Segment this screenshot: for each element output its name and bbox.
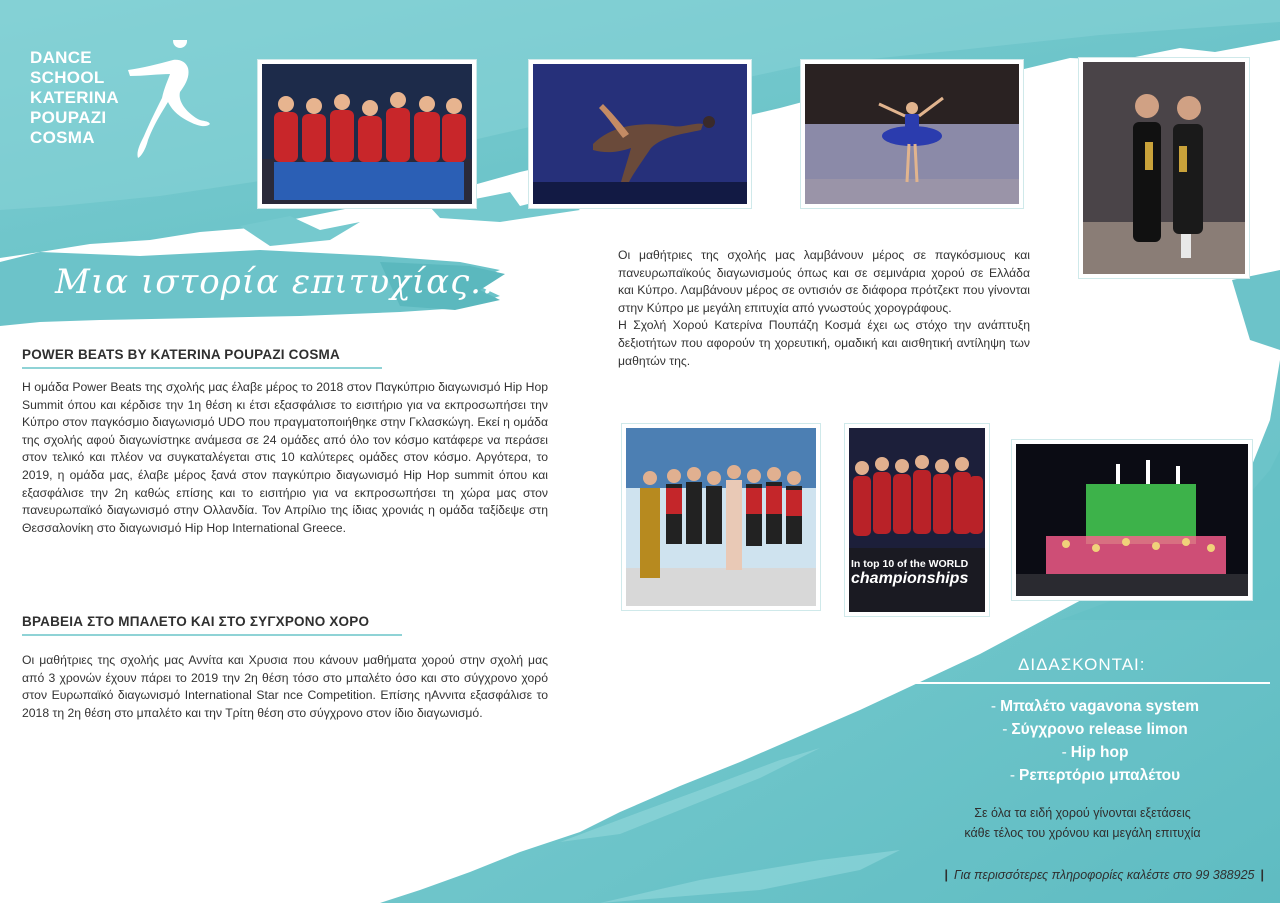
script-title: Μια ιστορία επιτυχίας... bbox=[55, 262, 506, 302]
exam-line: κάθε τέλος του χρόνου και μεγάλη επιτυχία bbox=[964, 826, 1201, 840]
photo-dancer-floor bbox=[529, 60, 751, 208]
dash: - bbox=[990, 698, 997, 715]
contact-line bbox=[880, 868, 1270, 882]
photo-ballerina bbox=[801, 60, 1023, 208]
photo-team-medals bbox=[258, 60, 476, 208]
photo-world-championships bbox=[845, 424, 989, 616]
section-heading-awards: ΒΡΑΒΕΙΑ ΣΤΟ ΜΠΑΛΕΤΟ ΚΑΙ ΣΤΟ ΣΥΓΧΡΟΝΟ ΧΟΡΟ bbox=[22, 614, 370, 629]
paragraph: Οι μαθήτριες της σχολής μας λαμβάνουν μέρος σε παγκόσμιους και πανευρωπαϊκούς διαγωνισμούς όπως και σε σεμινάρια χορού σε Ελλάδα και Κύπρο. Λαμβάνουν μέρος σε οντισιόν σε διάφορα πρότζεκτ που γίνονται στην Κύπρο με μεγάλη επιτυχία από γνωστούς χορογράφους. bbox=[618, 248, 1030, 315]
caption-line: In top 10 of the WORLD bbox=[851, 558, 969, 570]
logo-line: DANCE bbox=[30, 48, 92, 67]
dash: - bbox=[1002, 721, 1008, 738]
photo-stage-show bbox=[1012, 440, 1252, 600]
list-item bbox=[960, 741, 1230, 764]
teaching-list bbox=[960, 695, 1230, 787]
list-item bbox=[960, 695, 1230, 718]
logo-line: SCHOOL bbox=[30, 68, 105, 87]
list-item-label: Μπαλέτο vagavona system bbox=[1000, 698, 1200, 715]
photo-trophy-duo bbox=[1079, 58, 1249, 278]
logo-line: KATERINA bbox=[30, 88, 119, 107]
list-item-label: Ρεπερτόριο μπαλέτου bbox=[1019, 767, 1181, 784]
heading-underline bbox=[22, 634, 402, 636]
photo-tv-studio bbox=[622, 424, 820, 610]
paragraph: Οι μαθήτριες της σχολής μας Αννίτα και Χρυσια που κάνουν μαθήματα χορού στην σχολή μας από 3 χρονών έχουν πάρει το 2019 την 2η θέση τόσο στο μπαλέτο όσο και στο σύγχρονο χορό στον Ευρωπαϊκό διαγωνισμό International Star nce Competition. Επίσης ηΑννιτα εξασφάλισε το 2018 τη 2η θέση στο μπαλέτο και την Τρίτη θέση στο σύγχρονο στον ίδιο διαγωνισμό. bbox=[22, 653, 548, 720]
section-text-awards bbox=[22, 652, 548, 722]
right-text-block bbox=[618, 247, 1030, 370]
section-text-power-beats bbox=[22, 379, 548, 537]
list-item bbox=[960, 718, 1230, 741]
logo-line: COSMA bbox=[30, 128, 95, 147]
teaching-underline bbox=[870, 682, 1270, 684]
dash: - bbox=[1009, 767, 1015, 784]
exam-line: Σε όλα τα ειδή χορού γίνονται εξετάσεις bbox=[974, 806, 1191, 820]
list-item-label: Σύγχρονο release limon bbox=[1011, 721, 1188, 738]
separator: | bbox=[944, 868, 949, 882]
paragraph: Η ομάδα Power Beats της σχολής μας έλαβε μέρος το 2018 στον Παγκύπριο διαγωνισμό Hip Hop Summit όπου και κέρδισε την 1η θέση κι έτσι εξασφάλισε το εισιτήριο για να εκπροσωπήσει την Κύπρο στον παγκόσμιο διαγωνισμό UDO που πραγματοποιήθηκε στην Γκλασκώγη. Εκεί η ομάδα της σχολής αφού διαγωνίστηκε ανάμεσα σε 24 ομάδες από όλο τον κόσμο κατάφερε να περάσει στον τελικό και πλέον να συγκαταλέγεται στις 10 καλύτερες ομάδες στον κόσμο. Αργότερα, το 2019, η ομάδα μας, έλαβε μέρος ξανά στον παγκύπριο διαγωνισμό Hip Hop summit όπου και εξασφάλισε την 2η καθώς επίσης και το εισιτήριο για να εκπροσωπήσει τη χώρα μας στον πανευρωπαϊκό διαγωνισμό στην Ολλανδία. Τον Απρίλιο της ίδιας χρονιάς η ομάδα ταξίδεψε στη Θεσσαλονίκη στο διαγωνισμό Hip Hop International Greece. bbox=[22, 380, 548, 535]
separator: | bbox=[1260, 868, 1264, 882]
caption-line: championships bbox=[851, 570, 969, 587]
list-item-label: Hip hop bbox=[1070, 744, 1129, 761]
photo-caption bbox=[851, 558, 983, 588]
dash: - bbox=[1061, 744, 1067, 761]
teaching-title: ΔΙΔΑΣΚΟΝΤΑΙ: bbox=[1018, 655, 1146, 674]
contact-text: Για περισσότερες πληροφορίες καλέστε στο 99 388925 bbox=[954, 868, 1255, 882]
section-heading-power-beats: POWER BEATS BY KATERINA POUPAZI COSMA bbox=[22, 347, 340, 362]
paragraph: Η Σχολή Χορού Κατερίνα Πουπάζη Κοσμά έχει ως στόχο την ανάπτυξη δεξιοτήτων που αφορούν τη χορευτική, ομαδική και αισθητική αντίληψη των μαθητών της. bbox=[618, 318, 1030, 368]
heading-underline bbox=[22, 367, 382, 369]
exam-note bbox=[900, 803, 1265, 843]
school-logo bbox=[30, 48, 119, 148]
logo-line: POUPAZI bbox=[30, 108, 107, 127]
dancer-silhouette-icon bbox=[118, 40, 213, 160]
list-item bbox=[960, 764, 1230, 787]
